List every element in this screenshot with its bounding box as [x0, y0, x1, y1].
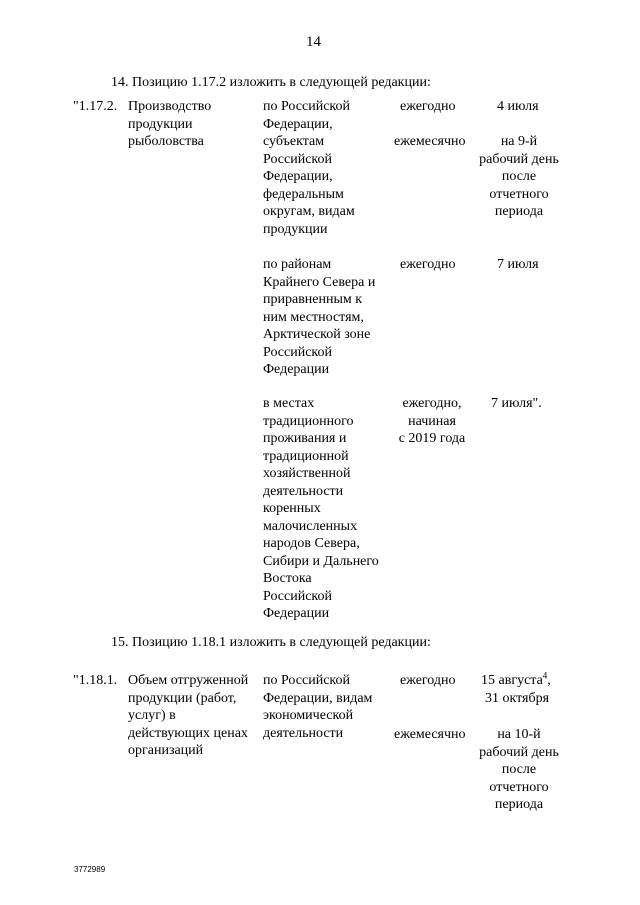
breakdown-cell: [263, 672, 372, 742]
periodicity-cell: ежемесячно: [394, 134, 466, 149]
footnote-marker: 4: [542, 670, 548, 681]
text-line: ним местностям,: [263, 309, 364, 325]
text-line: Федерации,: [263, 169, 333, 184]
text-line: Российской: [263, 588, 332, 604]
periodicity-cell: ежегодно: [400, 99, 456, 114]
text-line: организаций: [128, 743, 204, 758]
text-line: услуг) в: [128, 708, 176, 723]
text-line: Федерации, видам: [263, 690, 373, 706]
text-line: ежегодно,: [402, 396, 462, 411]
text-line: периода: [494, 797, 544, 812]
periodicity-cell: ежегодно: [400, 673, 456, 688]
text-line: отчетного: [489, 186, 549, 202]
breakdown-cell: [263, 98, 355, 238]
text-line: традиционного: [263, 413, 354, 429]
document-id: 3772989: [74, 865, 106, 874]
text-line: деятельности: [263, 483, 344, 499]
text-line: в местах: [263, 396, 315, 411]
deadline-cell: 31 октября: [485, 691, 550, 706]
text-line: рыболовства: [128, 134, 204, 149]
text-line: продукции (работ,: [128, 690, 237, 706]
breakdown-cell: [263, 256, 375, 379]
text-line: рабочий день: [479, 151, 559, 167]
text-line: проживания и: [263, 431, 347, 446]
text-line: по районам: [263, 257, 332, 272]
text-line: после: [501, 762, 537, 777]
deadline-cell: 4 июля: [497, 99, 539, 114]
section-14-heading: 14. Позицию 1.17.2 изложить в следующей редакции:: [111, 75, 431, 90]
text-line: продукции: [128, 116, 193, 132]
text-line: отчетного: [489, 779, 549, 795]
position-code: "1.17.2.: [73, 99, 118, 114]
deadline-cell: 7 июля: [497, 257, 539, 272]
indicator-name: [128, 672, 248, 760]
text-line: Российской: [263, 344, 332, 360]
text-line: продукции: [263, 221, 328, 237]
text-line: экономической: [263, 708, 354, 723]
text-line: Российской: [263, 151, 332, 167]
text-line: традиционной: [263, 448, 349, 464]
text-line: Сибири и Дальнего: [263, 553, 379, 569]
text-line: федеральным: [263, 186, 344, 202]
deadline-cell: [481, 672, 551, 690]
deadline-cell: [468, 133, 570, 221]
text-line: по Российской: [263, 99, 350, 114]
deadline-date: 15 августа: [481, 673, 543, 688]
periodicity-cell: [384, 395, 480, 448]
position-code: "1.18.1.: [73, 673, 118, 688]
text-line: действующих ценах: [128, 725, 248, 741]
deadline-separator: ,: [547, 673, 551, 688]
page-number: 14: [306, 34, 321, 50]
text-line: периода: [494, 204, 544, 219]
periodicity-cell: ежегодно: [400, 257, 456, 272]
text-line: после: [501, 169, 537, 184]
text-line: рабочий день: [479, 744, 559, 760]
text-line: хозяйственной: [263, 466, 351, 481]
text-line: начиная: [408, 413, 456, 429]
text-line: малочисленных: [263, 518, 358, 534]
text-line: Федерации: [263, 362, 330, 377]
section-15-heading: 15. Позицию 1.18.1 изложить в следующей редакции:: [111, 635, 431, 650]
text-line: Востока: [263, 571, 312, 586]
text-line: на 10-й: [497, 727, 541, 742]
text-line: коренных: [263, 501, 321, 516]
text-line: на 9-й: [500, 134, 538, 149]
text-line: по Российской: [263, 673, 350, 688]
text-line: Федерации: [263, 606, 330, 621]
deadline-cell: [468, 726, 570, 814]
indicator-name: [128, 98, 211, 151]
text-line: народов Севера,: [263, 536, 360, 551]
text-line: округам, видам: [263, 204, 355, 219]
deadline-cell: 7 июля".: [491, 396, 542, 411]
breakdown-cell: [263, 395, 379, 623]
text-line: Крайнего Севера и: [263, 274, 376, 290]
text-line: деятельности: [263, 725, 344, 741]
text-line: Производство: [128, 99, 212, 114]
text-line: Федерации,: [263, 116, 333, 132]
text-line: субъектам: [263, 134, 325, 149]
text-line: с 2019 года: [398, 431, 466, 446]
periodicity-cell: ежемесячно: [394, 727, 466, 742]
text-line: Арктической зоне: [263, 327, 371, 342]
text-line: Объем отгруженной: [128, 673, 249, 688]
text-line: приравненным к: [263, 292, 363, 307]
